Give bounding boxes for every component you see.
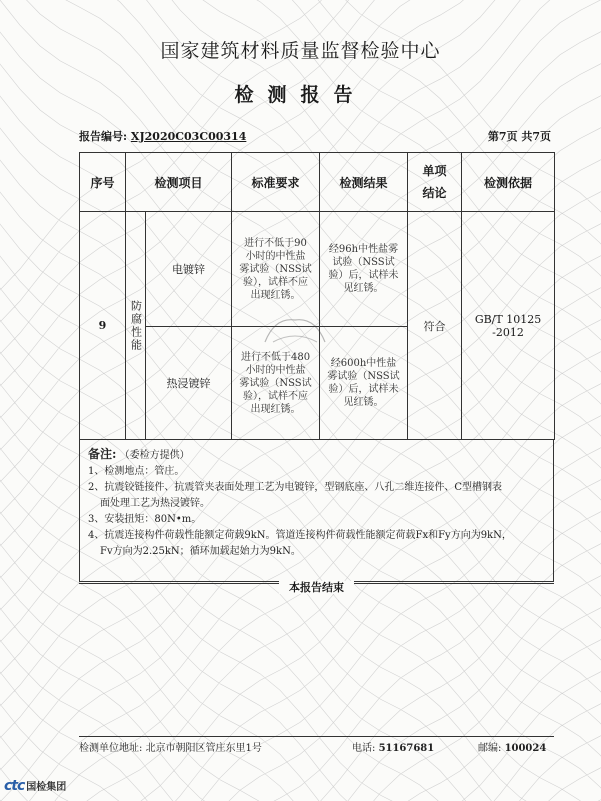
phone-label: 电话: (352, 743, 376, 754)
note-item: 3、安装扭矩：80N•m。 (88, 514, 202, 525)
header-seq: 序号 (80, 153, 126, 212)
table-row (80, 212, 555, 327)
report-number-label: 报告编号: (79, 130, 128, 143)
phone-value: 51167681 (378, 743, 435, 754)
footer-postcode (478, 739, 546, 754)
page-info: 第7页 共7页 (487, 130, 551, 143)
result-1-line: 经96h中性盐雾 (328, 244, 399, 255)
row-item-text: 防腐性能 (129, 299, 143, 352)
address-label: 检测单位地址: (79, 743, 143, 754)
spec-1-line: 出现红锈。 (250, 289, 301, 301)
footer-phone (352, 739, 434, 754)
header-item: 检测项目 (126, 153, 232, 212)
spec-2-line: 小时的中性盐 (245, 364, 306, 376)
postcode-label: 邮编: (478, 743, 502, 754)
spec-2-line: 出现红锈。 (250, 403, 301, 415)
sub-item-2: 热浸镀锌 (146, 327, 232, 440)
row-item (126, 212, 146, 440)
header-basis: 检测依据 (462, 153, 555, 212)
report-end-marker (79, 583, 554, 599)
result-1-line: 见红锈。 (343, 283, 384, 294)
result-2 (320, 327, 408, 440)
logo-text: 国检集团 (26, 782, 67, 793)
note-item: 1、检测地点：管庄。 (88, 466, 185, 477)
row-basis (462, 212, 555, 440)
notes-section (79, 440, 554, 582)
organization-title: 国家建筑材料质量监督检验中心 (160, 40, 441, 62)
result-2-line: 见红锈。 (343, 397, 384, 408)
basis-line: GB/T 10125 (474, 312, 542, 326)
table-header-row (80, 153, 555, 212)
spec-2-line: 雾试验（NSS试 (239, 377, 312, 389)
spec-1-line: 小时的中性盐 (245, 250, 306, 262)
notes-title: 备注: (88, 447, 117, 461)
ctc-logo-mark: ctc (4, 778, 25, 794)
spec-2-line: 进行不低于480 (240, 351, 311, 363)
report-number-value: XJ2020C03C00314 (130, 130, 247, 143)
note-item: 面处理工艺为热浸镀锌。 (100, 498, 210, 509)
header-spec: 标准要求 (232, 153, 320, 212)
result-2-line: 验）后，试样未 (328, 384, 399, 395)
note-item: 4、抗震连接构件荷载性能额定荷载9kN。管道连接构件荷载性能额定荷载Fx和Fy方向为9kN， (88, 530, 512, 541)
footer-address (79, 739, 262, 754)
note-item: 2、抗震铰链接件、抗震管夹表面处理工艺为电镀锌，型钢底座、八孔二维连接件、C型槽钢表 (88, 482, 503, 493)
spec-1-line: 雾试验（NSS试 (239, 263, 312, 275)
result-1-line: 验）后，试样未 (328, 270, 399, 281)
company-logo (4, 775, 66, 794)
address-value: 北京市朝阳区管庄东里1号 (145, 743, 262, 754)
spec-1-line: 验），试样不应 (243, 276, 309, 288)
spec-1-line: 进行不低于90 (244, 237, 307, 249)
header-conclusion-text: 单项结论 (422, 164, 447, 200)
result-1 (320, 212, 408, 327)
postcode-value: 100024 (504, 743, 547, 754)
result-1-line: 试验（NSS试 (332, 257, 395, 268)
report-title: 检测报告 (234, 84, 367, 106)
spec-1 (232, 212, 320, 327)
note-item: Fv方向为2.25kN；循环加载起始力为9kN。 (100, 546, 301, 557)
end-text: 本报告结束 (279, 581, 354, 594)
footer-divider (79, 736, 554, 737)
row-conclusion: 符合 (408, 212, 462, 440)
report-number (79, 128, 246, 144)
header-conclusion (408, 153, 462, 212)
result-2-line: 雾试验（NSS试 (327, 371, 400, 382)
result-2-line: 经600h中性盐 (330, 358, 397, 369)
row-seq: 9 (80, 212, 126, 440)
spec-2-line: 验），试样不应 (243, 390, 309, 402)
header-result: 检测结果 (320, 153, 408, 212)
spec-2 (232, 327, 320, 440)
notes-title-note: （委检方提供） (119, 450, 190, 461)
basis-line: -2012 (492, 325, 524, 339)
results-table (79, 152, 555, 440)
sub-item-1: 电镀锌 (146, 212, 232, 327)
